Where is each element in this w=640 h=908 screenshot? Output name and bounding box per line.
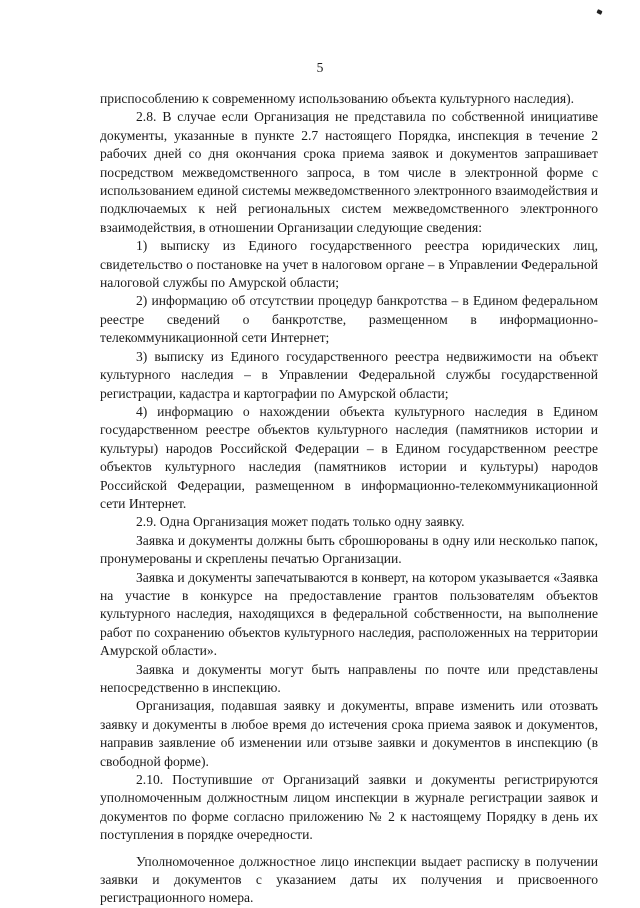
paragraph-2-10: 2.10. Поступившие от Организаций заявки и документы регистрируются уполномоченным должностным лицом инспекции в журнале регистрации заявок и документов по форме согласно приложению № 2 к настоящему Порядку в день их поступления в порядке очередности. (100, 772, 598, 843)
paragraph: Заявка и документы запечатываются в конверт, на котором указывается «Заявка на участие в конкурсе на предоставление грантов пользователям объектов культурного наследия, находящихся в федеральной собственности, на выполнение работ по сохранению объектов культурного наследия, расположенных на территории Амурской области». (100, 569, 598, 659)
paragraph-2-9: 2.9. Одна Организация может подать только одну заявку. (136, 514, 465, 530)
list-item-4: 4) информацию о нахождении объекта культурного наследия в Едином государственном реестре объектов культурного наследия (памятников истории и культуры) народов Российской Федерации – в Едином государственном реестре объектов культурного наследия (памятников истории и культуры) народов Российской Федерации, размещенном в информационно-телекоммуникационной сети Интернет. (100, 403, 598, 511)
paragraph: Уполномоченное должностное лицо инспекции выдает расписку в получении заявки и документов с указанием даты их получения и присвоенного регистрационного номера. (100, 853, 598, 906)
paragraph: приспособлению к современному использованию объекта культурного наследия). (100, 91, 575, 106)
page-number: 5 (316, 60, 324, 75)
paragraph: Организация, подавшая заявку и документы, вправе изменить или отозвать заявку и документы в любое время до истечения срока приема заявок и документов, направив заявление об изменении или отзыве заявки и документов в инспекцию (в свободной форме). (100, 698, 598, 769)
list-item-2: 2) информацию об отсутствии процедур банкротства – в Едином федеральном реестре сведений о банкротстве, размещенном в информационно-телекоммуникационной сети Интернет; (100, 293, 598, 346)
scan-mark (596, 9, 602, 15)
list-item-1: 1) выписку из Единого государственного реестра юридических лиц, свидетельство о постановке на учет в налоговом органе – в Управлении Федеральной налоговой службы по Амурской области; (100, 238, 598, 291)
paragraph: Заявка и документы могут быть направлены по почте или представлены непосредственно в инспекцию. (100, 661, 598, 695)
paragraph-2-8: 2.8. В случае если Организация не представила по собственной инициативе документы, указанные в пункте 2.7 настоящего Порядка, инспекция в течение 2 рабочих дней со дня окончания срока приема заявок и документов запрашивает посредством межведомственного запроса, в том числе в электронной форме с использованием единой системы межведомственного электронного взаимодействия и подключаемых к ней региональных систем межведомственного электронного взаимодействия, в отношении Организации следующие сведения: (100, 109, 599, 235)
paragraph: Заявка и документы должны быть сброшюрованы в одну или несколько папок, пронумерованы и скреплены печатью Организации. (100, 532, 598, 567)
document-body (100, 90, 598, 908)
list-item-3: 3) выписку из Единого государственного реестра недвижимости на объект культурного наследия – в Управлении Федеральной службы государственной регистрации, кадастра и картографии по Амурской области; (100, 348, 598, 401)
